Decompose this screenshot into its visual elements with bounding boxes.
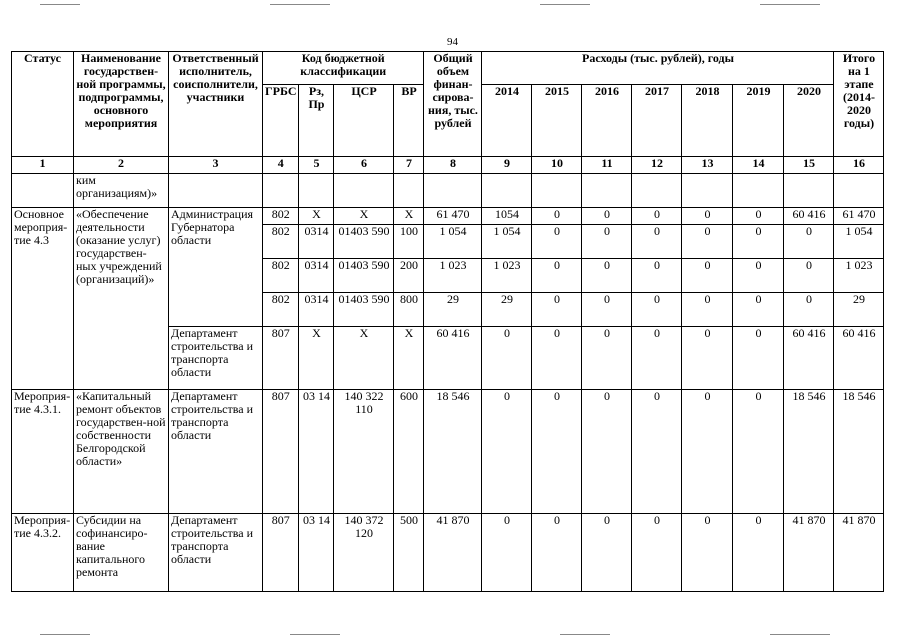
- cell-rzpr: Х: [299, 208, 334, 225]
- cell-grbs: 802: [263, 225, 299, 259]
- column-number: 11: [582, 157, 632, 174]
- cell-year-value: 0: [682, 208, 733, 225]
- cell-year-value: 60 416: [784, 208, 834, 225]
- cell-total: 41 870: [424, 514, 482, 592]
- cell-grbs: 802: [263, 293, 299, 327]
- cell-year-value: 0: [482, 327, 532, 390]
- scan-artifact-line: [40, 4, 80, 5]
- cell-year-value: 0: [582, 327, 632, 390]
- column-number: 14: [733, 157, 784, 174]
- cell-csr: 140 372 120: [334, 514, 394, 592]
- cell-year-value: 1 023: [482, 259, 532, 293]
- cell-year-value: 0: [682, 259, 733, 293]
- scan-artifact-line: [290, 634, 340, 635]
- header-year: 2015: [532, 85, 582, 157]
- cell-year-value: 0: [682, 225, 733, 259]
- header-total-volume: Общий объем финан-сирова-ния, тыс. рублей: [424, 52, 482, 157]
- row-status: Основное мероприя-тие 4.3: [12, 208, 74, 390]
- cell-stage-total: 41 870: [834, 514, 884, 592]
- scan-artifact-line: [560, 634, 610, 635]
- header-budget-code: Код бюджетной классификации: [263, 52, 424, 85]
- scan-artifact-line: [770, 634, 830, 635]
- cell-year-value: 0: [632, 208, 682, 225]
- header-year: 2020: [784, 85, 834, 157]
- table-row: [12, 390, 884, 514]
- cell-stage-total: 61 470: [834, 208, 884, 225]
- cell-csr: 01403 590: [334, 259, 394, 293]
- cell-vr: 100: [394, 225, 424, 259]
- header-vr: ВР: [394, 85, 424, 157]
- cell-csr: 01403 590: [334, 293, 394, 327]
- row-status: Мероприя-тие 4.3.1.: [12, 390, 74, 514]
- cell-total: 1 054: [424, 225, 482, 259]
- column-number: 16: [834, 157, 884, 174]
- table-row: [12, 208, 884, 225]
- cell-year-value: 0: [582, 390, 632, 514]
- column-number: 8: [424, 157, 482, 174]
- cell-year-value: 0: [682, 390, 733, 514]
- cell-year-value: 0: [632, 327, 682, 390]
- cell-year-value: 0: [682, 514, 733, 592]
- cell-vr: 800: [394, 293, 424, 327]
- row-status: Мероприя-тие 4.3.2.: [12, 514, 74, 592]
- cell-year-value: 0: [784, 293, 834, 327]
- cell-year-value: 0: [482, 390, 532, 514]
- cell-year-value: 0: [532, 514, 582, 592]
- cell-year-value: 0: [733, 293, 784, 327]
- scan-artifact-line: [760, 4, 820, 5]
- cell-csr: 140 322 110: [334, 390, 394, 514]
- cell-stage-total: 18 546: [834, 390, 884, 514]
- row-name: «Обеспечение деятельности (оказание услуг) государствен-ных учреждений (организаций)»: [74, 208, 169, 390]
- cell-stage-total: 1 023: [834, 259, 884, 293]
- cell-year-value: 0: [582, 514, 632, 592]
- cell-grbs: 807: [263, 390, 299, 514]
- column-number: 4: [263, 157, 299, 174]
- cell-year-value: 0: [482, 514, 532, 592]
- cell-rzpr: 0314: [299, 259, 334, 293]
- header-stage-total: Итого на 1 этапе (2014-2020 годы): [834, 52, 884, 157]
- column-number: 10: [532, 157, 582, 174]
- cell-csr: Х: [334, 208, 394, 225]
- cell-rzpr: 03 14: [299, 514, 334, 592]
- cell-year-value: 1054: [482, 208, 532, 225]
- header-year: 2014: [482, 85, 532, 157]
- cell-year-value: 0: [682, 293, 733, 327]
- cell-year-value: 0: [733, 514, 784, 592]
- row-executor: Администрация Губернатора области: [169, 208, 263, 327]
- cell-total: 1 023: [424, 259, 482, 293]
- cell-grbs: 802: [263, 259, 299, 293]
- cell-year-value: 0: [632, 514, 682, 592]
- cell-year-value: 0: [582, 208, 632, 225]
- cell-year-value: 0: [784, 225, 834, 259]
- scan-artifact-line: [270, 4, 330, 5]
- header-year: 2016: [582, 85, 632, 157]
- cell-year-value: 0: [733, 225, 784, 259]
- header-rzpr: Рз, Пр: [299, 85, 334, 157]
- column-number: 9: [482, 157, 532, 174]
- cell-year-value: 0: [733, 390, 784, 514]
- cell-vr: Х: [394, 327, 424, 390]
- cell-rzpr: Х: [299, 327, 334, 390]
- scan-artifact-line: [540, 4, 590, 5]
- column-number: 3: [169, 157, 263, 174]
- cell-year-value: 0: [532, 390, 582, 514]
- budget-table: [11, 51, 884, 592]
- column-number: 12: [632, 157, 682, 174]
- header-grbs: ГРБС: [263, 85, 299, 157]
- cell-year-value: 1 054: [482, 225, 532, 259]
- cell-grbs: 802: [263, 208, 299, 225]
- table-row: [12, 174, 884, 208]
- cell-vr: 200: [394, 259, 424, 293]
- column-number: 2: [74, 157, 169, 174]
- header-executor: Ответственный исполнитель, соисполнители, участники: [169, 52, 263, 157]
- column-number-row: [12, 157, 884, 174]
- cell-stage-total: 29: [834, 293, 884, 327]
- cell-rzpr: 0314: [299, 225, 334, 259]
- cell-total: 29: [424, 293, 482, 327]
- cell-rzpr: 0314: [299, 293, 334, 327]
- cell-year-value: 0: [582, 259, 632, 293]
- cell-year-value: 0: [733, 259, 784, 293]
- page-number: 94: [447, 36, 458, 48]
- cell-rzpr: 03 14: [299, 390, 334, 514]
- column-number: 1: [12, 157, 74, 174]
- column-number: 7: [394, 157, 424, 174]
- cell-year-value: 0: [784, 259, 834, 293]
- cell-grbs: 807: [263, 327, 299, 390]
- column-number: 6: [334, 157, 394, 174]
- cell-year-value: 0: [632, 259, 682, 293]
- cell-year-value: 29: [482, 293, 532, 327]
- cell-year-value: 0: [632, 390, 682, 514]
- cell-year-value: 0: [733, 327, 784, 390]
- scan-artifact-line: [40, 634, 90, 635]
- header-expenses: Расходы (тыс. рублей), годы: [482, 52, 834, 85]
- table-row: [12, 514, 884, 592]
- cell-total: 60 416: [424, 327, 482, 390]
- cell-vr: 500: [394, 514, 424, 592]
- row-executor: Департамент строительства и транспорта области: [169, 514, 263, 592]
- column-number: 5: [299, 157, 334, 174]
- cell-year-value: 41 870: [784, 514, 834, 592]
- cell-year-value: 0: [632, 225, 682, 259]
- cell-year-value: 60 416: [784, 327, 834, 390]
- header-csr: ЦСР: [334, 85, 394, 157]
- row-executor: Департамент строительства и транспорта области: [169, 390, 263, 514]
- cell-year-value: 0: [733, 208, 784, 225]
- cell-csr: 01403 590: [334, 225, 394, 259]
- cell-year-value: 0: [532, 259, 582, 293]
- cell-csr: Х: [334, 327, 394, 390]
- column-number: 13: [682, 157, 733, 174]
- cell-year-value: 0: [582, 225, 632, 259]
- cell-stage-total: 1 054: [834, 225, 884, 259]
- cell-grbs: 807: [263, 514, 299, 592]
- header-year: 2018: [682, 85, 733, 157]
- header-name: Наименование государствен-ной программы, подпрограммы, основного мероприятия: [74, 52, 169, 157]
- cell-total: 18 546: [424, 390, 482, 514]
- column-number: 15: [784, 157, 834, 174]
- cell-year-value: 0: [682, 327, 733, 390]
- row-name: Субсидии на софинансиро-вание капитального ремонта: [74, 514, 169, 592]
- cell-stage-total: 60 416: [834, 327, 884, 390]
- cell-year-value: 0: [582, 293, 632, 327]
- cell-year-value: 18 546: [784, 390, 834, 514]
- header-status: Статус: [12, 52, 74, 157]
- cell-vr: 600: [394, 390, 424, 514]
- continuation-text: ким организациям)»: [74, 174, 169, 208]
- row-executor: Департамент строительства и транспорта области: [169, 327, 263, 390]
- cell-total: 61 470: [424, 208, 482, 225]
- cell-year-value: 0: [532, 327, 582, 390]
- cell-year-value: 0: [532, 293, 582, 327]
- header-year: 2017: [632, 85, 682, 157]
- cell-vr: Х: [394, 208, 424, 225]
- cell-year-value: 0: [532, 225, 582, 259]
- row-name: «Капитальный ремонт объектов государствен-ной собственности Белгородской области»: [74, 390, 169, 514]
- cell-year-value: 0: [532, 208, 582, 225]
- header-year: 2019: [733, 85, 784, 157]
- cell-year-value: 0: [632, 293, 682, 327]
